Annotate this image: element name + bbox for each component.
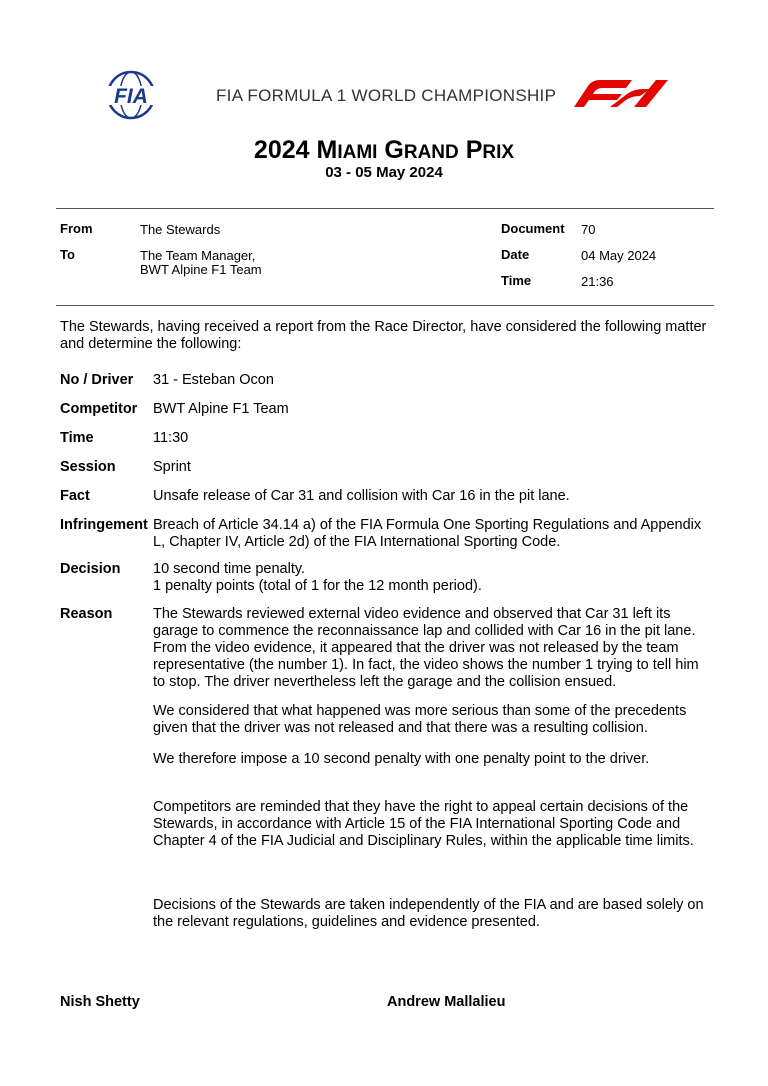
event-dates: 03 - 05 May 2024 bbox=[325, 164, 443, 181]
decision-label: Decision bbox=[60, 561, 121, 577]
championship-title: FIA FORMULA 1 WORLD CHAMPIONSHIP bbox=[216, 86, 557, 105]
reason-label: Reason bbox=[60, 606, 113, 622]
infringement-label: Infringement bbox=[60, 517, 148, 533]
incident-time-value: 11:30 bbox=[153, 430, 189, 446]
to-value: The Team Manager, BWT Alpine F1 Team bbox=[140, 248, 262, 277]
reason-paragraph: We considered that what happened was more serious than some of the precedents given that the driver was not released and that there was a resulting collision. bbox=[153, 703, 687, 736]
independence-notice: Decisions of the Stewards are taken independently of the FIA and are based solely on the relevant regulations, guidelines and evidence presented. bbox=[153, 897, 704, 930]
incident-time-label: Time bbox=[60, 430, 94, 446]
appeal-notice: Competitors are reminded that they have the right to appeal certain decisions of the Stewards, in accordance with Article 15 of the FIA International Sporting Code and Chapter 4 of the FIA Judicial and Disciplinary Rules, within the applicable time limits. bbox=[153, 799, 694, 849]
driver-label: No / Driver bbox=[60, 372, 134, 388]
time-label: Time bbox=[501, 273, 532, 288]
reason-paragraph: We therefore impose a 10 second penalty with one penalty point to the driver. bbox=[153, 751, 650, 767]
document-value: 70 bbox=[581, 222, 596, 237]
steward-signature: Nish Shetty bbox=[60, 994, 140, 1010]
divider bbox=[56, 305, 714, 306]
to-label: To bbox=[60, 247, 75, 262]
intro-text: The Stewards, having received a report from the Race Director, have considered the following matter and determine the following: bbox=[60, 319, 707, 352]
fact-label: Fact bbox=[60, 488, 90, 504]
fia-logo-text: FIA bbox=[114, 85, 148, 108]
competitor-label: Competitor bbox=[60, 401, 138, 417]
document-label: Document bbox=[501, 221, 565, 236]
f1-logo bbox=[574, 80, 668, 107]
fia-logo bbox=[98, 70, 164, 120]
divider bbox=[56, 208, 714, 209]
from-label: From bbox=[60, 221, 93, 236]
reason-paragraph: The Stewards reviewed external video evidence and observed that Car 31 left its garage to commence the reconnaissance lap and collided with Car 16 in the pit lane. From the video evidence, it appeared that the driver was not released by the team representative (the number 1). In fact, the video shows the number 1 trying to tell him to stop. The driver nevertheless left the garage and the collision ensued. bbox=[153, 606, 699, 690]
date-label: Date bbox=[501, 247, 530, 262]
decision-value: 10 second time penalty. 1 penalty points (total of 1 for the 12 month period). bbox=[153, 561, 482, 594]
session-value: Sprint bbox=[153, 459, 191, 475]
steward-signature: Andrew Mallalieu bbox=[387, 994, 506, 1010]
competitor-value: BWT Alpine F1 Team bbox=[153, 401, 289, 417]
date-value: 04 May 2024 bbox=[581, 248, 657, 263]
time-value: 21:36 bbox=[581, 274, 614, 289]
from-value: The Stewards bbox=[140, 222, 221, 237]
driver-value: 31 - Esteban Ocon bbox=[153, 372, 274, 388]
infringement-value: Breach of Article 34.14 a) of the FIA Formula One Sporting Regulations and Appendix L, Chapter IV, Article 2d) of the FIA International Sporting Code. bbox=[153, 517, 702, 550]
fact-value: Unsafe release of Car 31 and collision with Car 16 in the pit lane. bbox=[153, 488, 570, 504]
page-title: 2024 MIAMI GRAND PRIX bbox=[253, 136, 515, 164]
session-label: Session bbox=[60, 459, 116, 475]
